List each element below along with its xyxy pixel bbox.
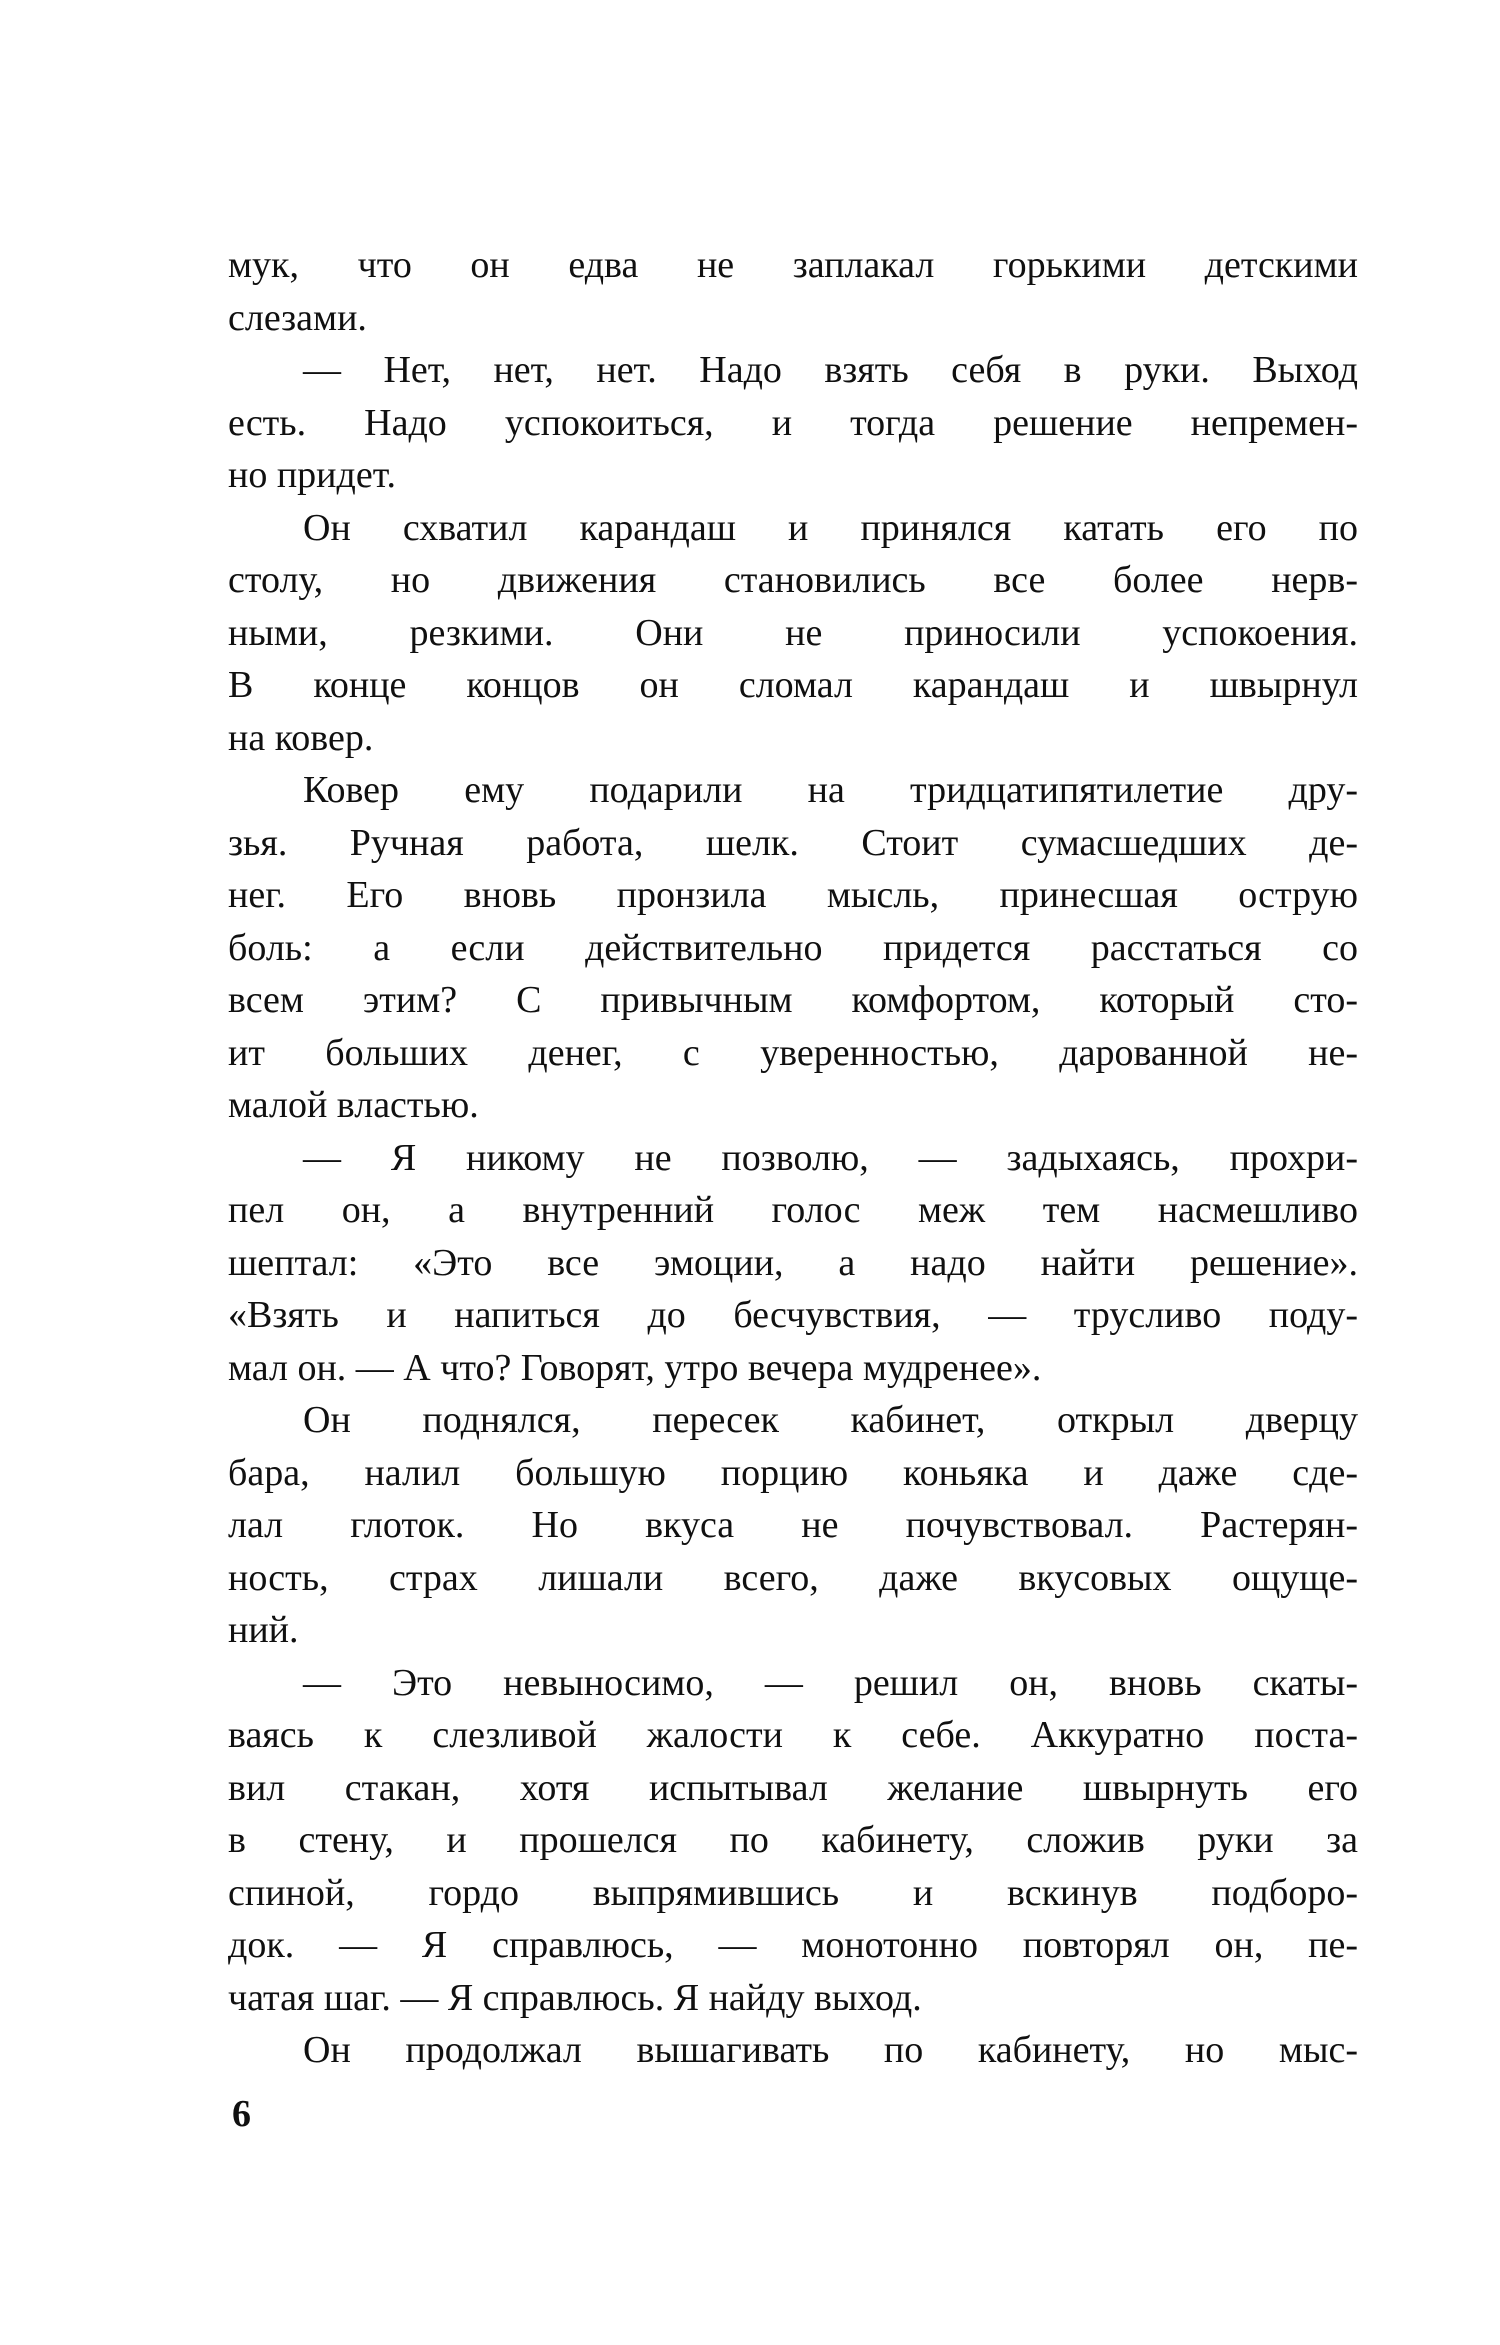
text-line: Он схватил карандаш и принялся катать его по [303,506,1358,549]
text-line: на ковер. [228,716,374,759]
text-line: бара, налил большую порцию коньяка и даже сде- [228,1451,1358,1494]
text-line: нег. Его вновь пронзила мысль, принесшая острую [228,874,1358,916]
paragraph [228,344,1358,502]
text-line: пел он, а внутренний голос меж тем насмешливо [228,1189,1358,1231]
text-line: — Я никому не позволю, — задыхаясь, прохри- [303,1136,1358,1179]
text-line: лал глоток. Но вкуса не почувствовал. Растерян- [228,1504,1358,1546]
text-line: столу, но движения становились все более нерв- [228,559,1358,601]
text-line: ность, страх лишали всего, даже вкусовых ощуще- [228,1556,1358,1599]
text-line: всем этим? С привычным комфортом, который сто- [228,979,1358,1021]
paragraph [228,1394,1358,1657]
paragraph [228,2024,1358,2077]
text-line: Он поднялся, пересек кабинет, открыл дверцу [303,1399,1358,1441]
text-line: боль: а если действительно придется расстаться со [228,926,1358,969]
text-line: мук, что он едва не заплакал горькими детскими [228,244,1358,286]
paragraph [228,1132,1358,1395]
text-line: — Это невыносимо, — решил он, вновь скаты- [303,1661,1358,1704]
text-line: ваясь к слезливой жалости к себе. Аккуратно поста- [228,1714,1358,1756]
text-line: в стену, и прошелся по кабинету, сложив руки за [228,1819,1358,1861]
text-line: ний. [228,1609,299,1651]
paragraph [228,1657,1358,2025]
paragraph [228,502,1358,765]
text-block [228,239,1358,2077]
text-line: ными, резкими. Они не приносили успокоения. [228,611,1358,654]
paragraph [228,239,1358,344]
text-line: зья. Ручная работа, шелк. Стоит сумасшедших де- [228,821,1358,864]
text-line: есть. Надо успокоиться, и тогда решение непремен- [228,401,1358,444]
text-line: спиной, гордо выпрямившись и вскинув подборо- [228,1871,1358,1914]
text-line: малой властью. [228,1084,479,1126]
text-line: мал он. — А что? Говорят, утро вечера мудренее». [228,1346,1042,1389]
text-line: чатая шаг. — Я справлюсь. Я найду выход. [228,1976,922,2019]
text-line: Ковер ему подарили на тридцатипятилетие дру- [303,769,1358,811]
paragraph [228,764,1358,1132]
text-line: Он продолжал вышагивать по кабинету, но мыс- [303,2029,1358,2071]
page-number: 6 [232,2093,251,2135]
text-line: шептал: «Это все эмоции, а надо найти решение». [228,1241,1358,1284]
text-line: док. — Я справлюсь, — монотонно повторял он, пе- [228,1924,1358,1966]
text-line: вил стакан, хотя испытывал желание швырнуть его [228,1766,1358,1809]
text-line: — Нет, нет, нет. Надо взять себя в руки. Выход [303,349,1358,391]
text-line: В конце концов он сломал карандаш и швырнул [228,664,1358,706]
text-line: слезами. [228,296,367,339]
text-line: но придет. [228,454,396,496]
text-line: ит больших денег, с уверенностью, дарованной не- [228,1031,1358,1074]
text-line: «Взять и напиться до бесчувствия, — трусливо поду- [228,1294,1358,1336]
